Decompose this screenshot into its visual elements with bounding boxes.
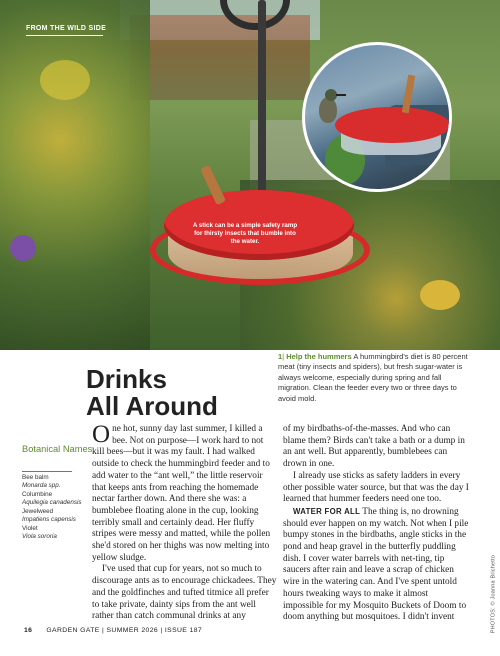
flower-yellow (420, 280, 460, 310)
article-paragraph: I already use sticks as safety ladders in every other possible water source, but that was the day I learned that hummer feeders need one too. (283, 470, 469, 505)
botanical-common: Bee balm (22, 474, 49, 481)
botanical-latin: Impatiens capensis (22, 516, 76, 523)
article-paragraph: I've used that cup for years, not so much to discourage ants as to encourage chickadees. They and the goldfinches and tufted titmice all prefer to take private, dainty sips from the ant well rather than catch communal drinks at any (92, 564, 277, 622)
inset-feeder-lid (335, 107, 450, 143)
headline-line-2: All Around (86, 391, 218, 421)
section-tag: FROM THE WILD SIDE (26, 25, 107, 32)
caption-divider: | (282, 352, 287, 361)
hummingbird-beak (336, 94, 346, 96)
botanical-rule (22, 471, 72, 472)
article-paragraph (92, 421, 278, 564)
flower-yellow (40, 60, 90, 100)
botanical-latin: Viola sororia (22, 533, 57, 540)
caption-number: 1 (278, 352, 283, 361)
hummingbird (319, 97, 337, 123)
footer-text: GARDEN GATE | SUMMER 2026 | ISSUE 187 (46, 627, 203, 634)
flower-purple (10, 235, 36, 261)
photo-caption (278, 352, 474, 404)
hanger-rod (258, 0, 266, 200)
page-footer (24, 627, 202, 634)
botanical-list (22, 474, 84, 542)
caption-title: Help the hummers (286, 352, 352, 361)
section-tag-rule (26, 35, 103, 36)
botanical-common: Jewelweed (22, 508, 54, 515)
photo-callout: A stick can be a simple safety ramp for thirsty insects that bumble into the water. (192, 222, 298, 245)
drop-cap: O (92, 421, 111, 448)
botanical-title: Botanical Names (22, 444, 93, 454)
inset-photo (302, 42, 452, 192)
subhead-runin: WATER FOR ALL (293, 506, 361, 516)
headline-line-1: Drinks (86, 364, 167, 394)
paragraph-text: The thing is, no drowning should ever happen on my watch. Not when I pile bumpy stones in the birdbaths, angle sticks in the pond and heap gravel in the butterfly puddling dish. I cover water barrels with net-ting, tip saucers after rain and leave a scrap of chicken wire in the watering can. And I've spent untold hours tweaking ways to make it almost impossible for my Mosquito Buckets of Doom to doom anything but mosquitoes. I didn't invent (283, 506, 469, 623)
photo-house (130, 15, 310, 100)
photo-credit: PHOTOS: © Joanna Brichetto (490, 555, 496, 634)
botanical-common: Columbine (22, 491, 53, 498)
paragraph-text: ne hot, sunny day last summer, I killed a bee. Not on purpose—I work hard to not kill bees—but it was my fault. I had walked outside to check the hummingbird feeder and to add water to the “ant well,” the little reservoir that keeps ants from reaching the homemade nectar farther down. And there she was: a bumblebee floating alone in the cup, looking terribly small and certainly dead. Her fluffy stripes were messy and matted, while the pollen she'd stored on her thighs was now melting into yellow sludge. (92, 424, 271, 563)
botanical-latin: Aquilegia canadensis (22, 499, 82, 506)
photo-garden-left (0, 0, 150, 350)
caption-text: A hummingbird's diet is 80 percent meat (tiny insects and spiders), but fresh sugar-water is always welcome, especially during spring and fall migration. Clean the feeder every two or three days to avoid mold. (278, 352, 468, 403)
botanical-latin: Monarda spp. (22, 482, 61, 489)
botanical-common: Violet (22, 525, 38, 532)
article-paragraph (283, 506, 469, 624)
article-headline (86, 366, 218, 420)
article-paragraph: of my birdbaths-of-the-masses. And who can blame them? Birds can't take a bath or a dump in an ant well. But apparently, bumblebees can drown in one. (283, 424, 465, 470)
article-column-1 (92, 421, 278, 623)
page-number: 16 (24, 627, 33, 634)
article-column-2 (283, 424, 469, 624)
